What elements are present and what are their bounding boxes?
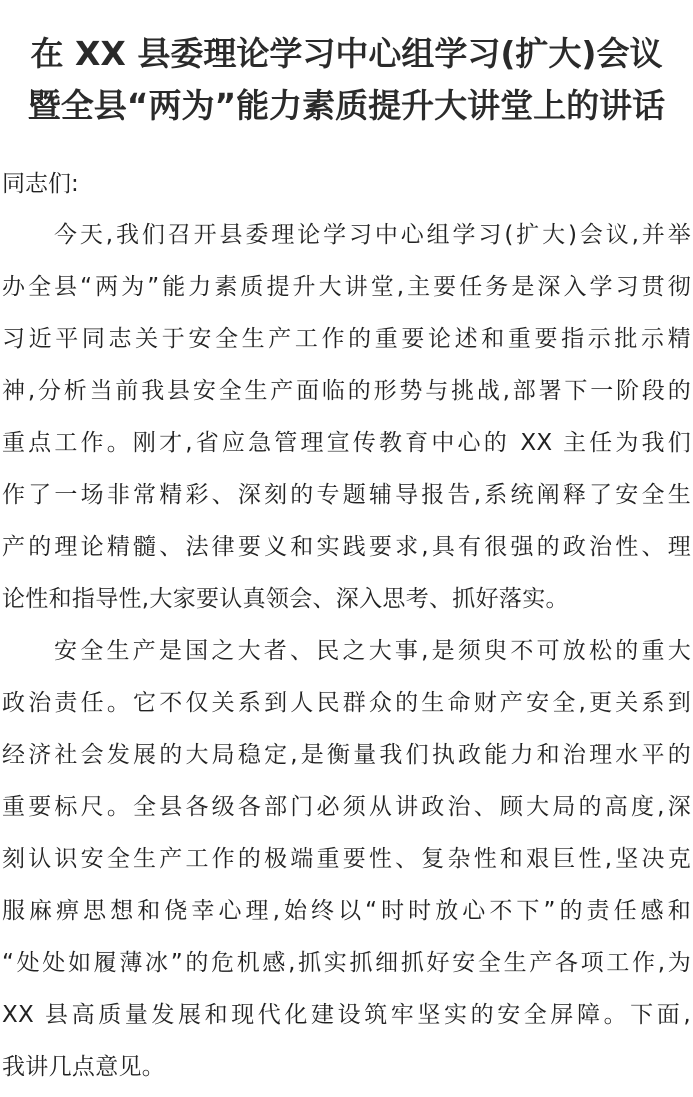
paragraph-2-line-6: 服麻痹思想和侥幸心理,始终以“时时放心不下”的责任感和 [2,898,691,924]
speech-title-line-1: 在 XX 县委理论学习中心组学习(扩大)会议 [30,34,663,73]
paragraph-1-line-1: 今天,我们召开县委理论学习中心组学习(扩大)会议,并举 [54,222,691,248]
paragraph-2-line-2: 政治责任。它不仅关系到人民群众的生命财产安全,更关系到 [2,690,691,716]
paragraph-1-line-7: 产的理论精髓、法律要义和实践要求,具有很强的政治性、理 [2,534,691,560]
paragraph-1-line-3: 习近平同志关于安全生产工作的重要论述和重要指示批示精 [2,326,691,352]
paragraph-1-line-6: 作了一场非常精彩、深刻的专题辅导报告,系统阐释了安全生 [2,482,691,508]
paragraph-1-line-4: 神,分析当前我县安全生产面临的形势与挑战,部署下一阶段的 [2,378,691,404]
speech-title-line-2: 暨全县“两为”能力素质提升大讲堂上的讲话 [27,86,666,125]
paragraph-1-line-2: 办全县“两为”能力素质提升大讲堂,主要任务是深入学习贯彻 [2,274,691,300]
paragraph-2-line-9: 我讲几点意见。 [2,1054,166,1080]
paragraph-1-line-8: 论性和指导性,大家要认真领会、深入思考、抓好落实。 [2,586,569,612]
paragraph-2-line-7: “处处如履薄冰”的危机感,抓实抓细抓好安全生产各项工作,为 [2,950,691,976]
paragraph-1-line-5: 重点工作。刚才,省应急管理宣传教育中心的 XX 主任为我们 [2,430,691,456]
paragraph-2-line-4: 重要标尺。全县各级各部门必须从讲政治、顾大局的高度,深 [2,794,691,820]
paragraph-2-line-1: 安全生产是国之大者、民之大事,是须臾不可放松的重大 [54,638,691,664]
paragraph-2-line-3: 经济社会发展的大局稳定,是衡量我们执政能力和治理水平的 [2,742,691,768]
salutation: 同志们: [2,171,79,197]
paragraph-2-line-5: 刻认识安全生产工作的极端重要性、复杂性和艰巨性,坚决克 [2,846,691,872]
paragraph-2-line-8: XX 县高质量发展和现代化建设筑牢坚实的安全屏障。下面, [2,1002,691,1028]
